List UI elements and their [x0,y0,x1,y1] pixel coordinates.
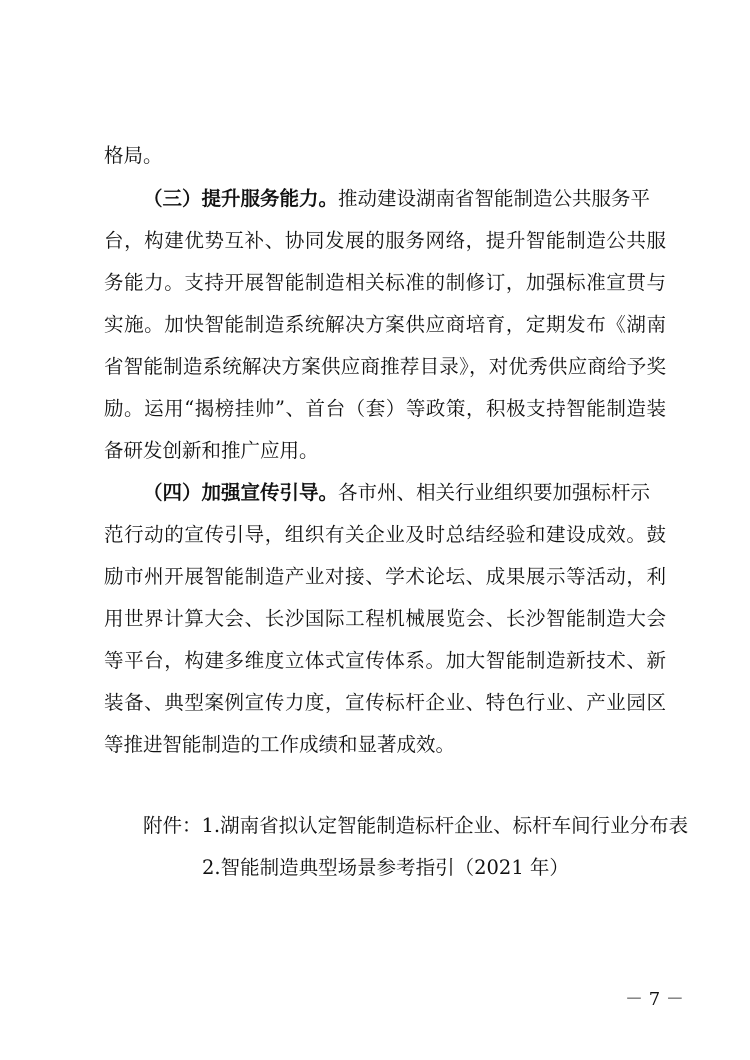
attachment-line-1 [143,810,688,838]
section-4-first-line [143,477,650,505]
section-3-line: 务能力。支持开展智能制造相关标准的制修订，加强标准宣贯与 [104,271,666,294]
section-3-line: 实施。加快智能制造系统解决方案供应商培育，定期发布《湖南 [104,313,666,336]
section-4-line: 用世界计算大会、长沙国际工程机械展览会、长沙智能制造大会 [104,607,666,630]
attachment-item-1: 1.湖南省拟认定智能制造标杆企业、标杆车间行业分布表 [201,814,689,837]
section-3-line: 台，构建优势互补、协同发展的服务网络，提升智能制造公共服 [104,229,666,252]
section-3-text: 推动建设湖南省智能制造公共服务平 [338,187,651,210]
section-4-heading: （四）加强宣传引导。 [143,481,339,504]
attachment-label: 附件： [143,814,202,837]
section-3-line: 励。运用“揭榜挂帅”、首台（套）等政策，积极支持智能制造装 [104,397,666,420]
paragraph-tail: 格局。 [104,144,163,167]
section-4-line: 等平台，构建多维度立体式宣传体系。加大智能制造新技术、新 [104,649,666,672]
section-3-heading: （三）提升服务能力。 [143,187,339,210]
section-4-line: 范行动的宣传引导，组织有关企业及时总结经验和建设成效。鼓 [104,523,666,546]
section-4-line: 励市州开展智能制造产业对接、学术论坛、成果展示等活动，利 [104,565,666,588]
section-3-line: 备研发创新和推广应用。 [104,439,319,462]
section-3-line: 省智能制造系统解决方案供应商推荐目录》，对优秀供应商给予奖 [104,355,666,378]
attachment-item-2: 2.智能制造典型场景参考指引（2021 年） [202,856,569,879]
page-number: － 7 － [625,989,684,1010]
section-3-first-line [143,183,650,211]
section-4-text: 各市州、相关行业组织要加强标杆示 [338,481,651,504]
section-4-line: 等推进智能制造的工作成绩和显著成效。 [104,733,456,756]
section-4-line: 装备、典型案例宣传力度，宣传标杆企业、特色行业、产业园区 [104,691,666,714]
